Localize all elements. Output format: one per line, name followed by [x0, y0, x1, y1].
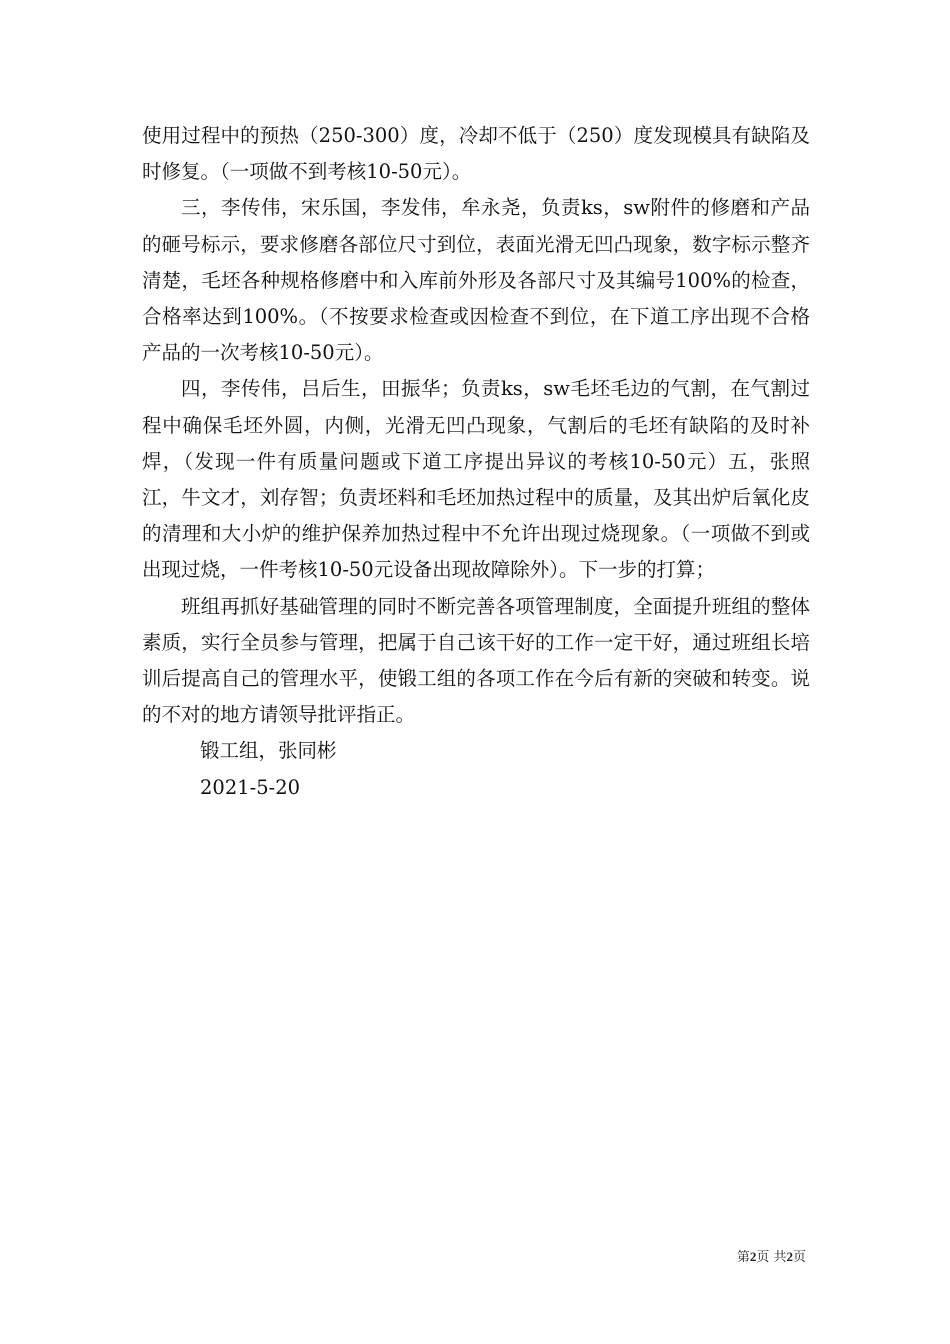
paragraph-section-four: 四，李传伟，吕后生，田振华；负责ks，sw毛坯毛边的气割，在气割过程中确保毛坯外圆，内侧，光滑无凹凸现象，气割后的毛坯有缺陷的及时补焊，（发现一件有质量问题或下道工序提出异议的考核10-50元）五，张照江，牛文才，刘存智；负责坯料和毛坯加热过程中的质量，及其出炉后氧化皮的清理和大小炉的维护保养加热过程中不允许出现过烧现象。（一项做不到或出现过烧，一件考核10-50元设备出现故障除外）。下一步的打算； [142, 377, 810, 582]
document-body [142, 118, 810, 806]
paragraph-continuation: 使用过程中的预热（250-300）度，冷却不低于（250）度发现模具有缺陷及时修复。（一项做不到考核10-50元）。 [142, 124, 810, 184]
footer-current-page: 2 [749, 1249, 757, 1264]
footer-suffix: 页 [792, 1250, 806, 1265]
date-line: 2021-5-20 [200, 775, 301, 799]
footer-total-pages: 2 [786, 1249, 793, 1264]
page-footer [737, 1246, 806, 1265]
footer-prefix: 第 [736, 1250, 750, 1265]
paragraph-section-three: 三，李传伟，宋乐国，李发伟，牟永尧，负责ks，sw附件的修磨和产品的砸号标示，要求修磨各部位尺寸到位，表面光滑无凹凸现象，数字标示整齐清楚，毛坯各种规格修磨中和入库前外形及各部尺寸及其编号100%的检查，合格率达到100%。（不按要求检查或因检查不到位，在下道工序出现不合格产品的一次考核10-50元）。 [142, 196, 810, 365]
footer-middle: 页 共 [756, 1250, 787, 1265]
paragraph-next-plan: 班组再抓好基础管理的同时不断完善各项管理制度，全面提升班组的整体素质，实行全员参与管理，把属于自己该干好的工作一定干好，通过班组长培训后提高自己的管理水平，使锻工组的各项工作在今后有新的突破和转变。说的不对的地方请领导批评指正。 [142, 594, 810, 727]
signature-line: 锻工组，张同彬 [200, 739, 337, 763]
